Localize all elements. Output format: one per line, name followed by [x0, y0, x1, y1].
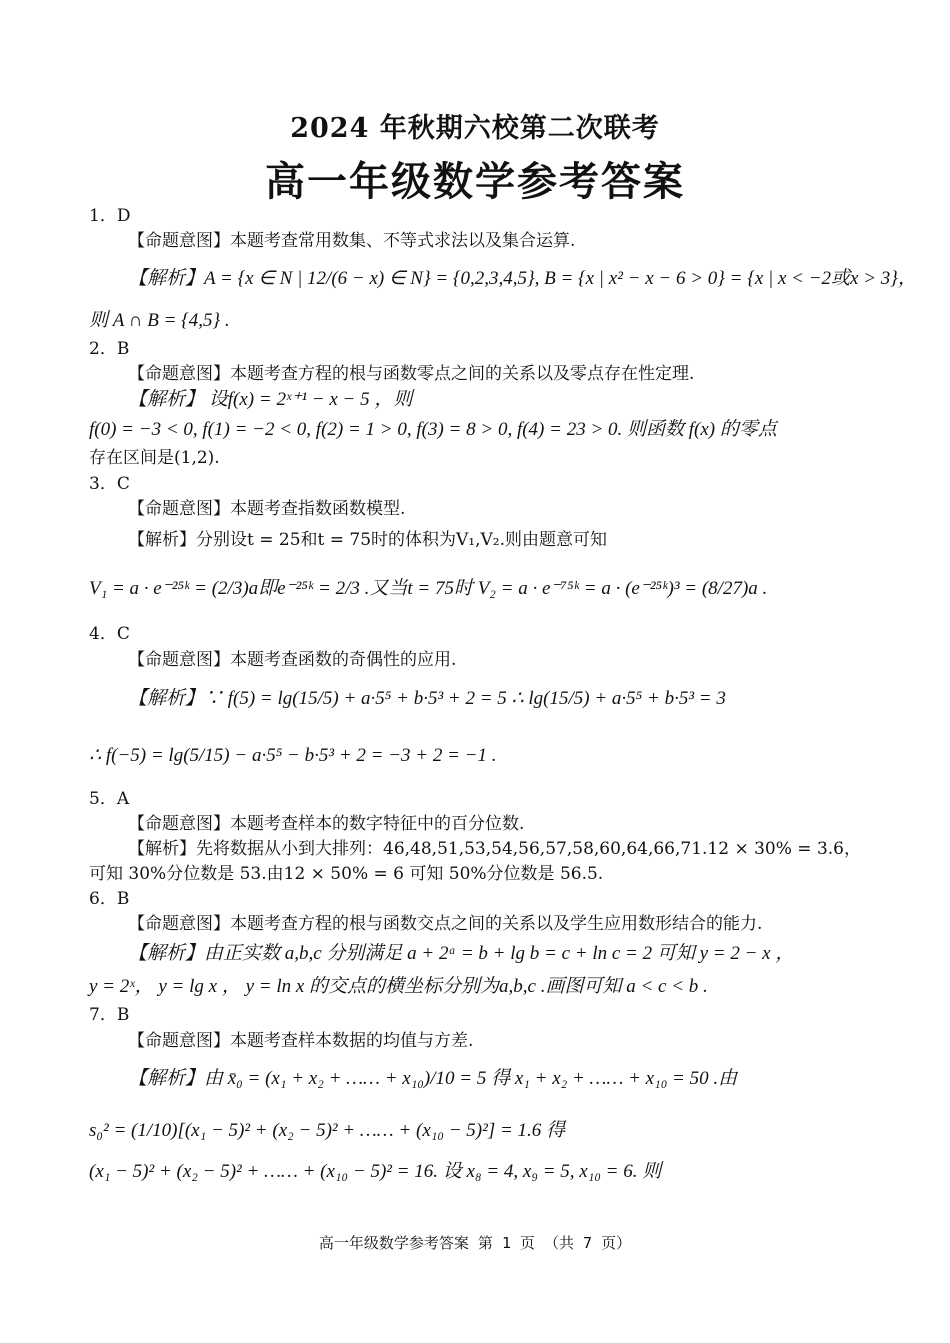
item-5-extra: 可知 30%分位数是 53.由12 × 50% = 6 可知 50%分位数是 56.5.	[89, 864, 604, 884]
item-4-analysis: 【解析】∵ f(5) = lg(15/5) + a·5⁵ + b·5³ + 2 = 5 ∴ lg(15/5) + a·5⁵ + b·5³ = 3	[128, 688, 726, 709]
exam-title: 2024 年秋期六校第二次联考	[290, 113, 660, 144]
item-5-intent: 【命题意图】本题考查样本的数字特征中的百分位数.	[128, 814, 525, 834]
item-3-intent: 【命题意图】本题考查指数函数模型.	[128, 499, 406, 519]
item-3-extra: V₁ = a · e⁻²⁵ᵏ = (2/3)a即e⁻²⁵ᵏ = 2/3 .又当t = 75时 V₂ = a · e⁻⁷⁵ᵏ = a · (e⁻²⁵ᵏ)³ = (8/27)a .	[89, 578, 768, 599]
item-2-extra-1: f(0) = −3 < 0, f(1) = −2 < 0, f(2) = 1 > 0, f(3) = 8 > 0, f(4) = 23 > 0. 则函数 f(x) 的零点	[89, 419, 777, 440]
item-4-number: 4．C	[89, 624, 130, 644]
item-3-number: 3．C	[89, 474, 130, 494]
item-3-analysis: 【解析】分别设t = 25和t = 75时的体积为V₁,V₂.则由题意可知	[128, 530, 608, 550]
item-7-extra-1: s₀² = (1/10)[(x₁ − 5)² + (x₂ − 5)² + …… + (x₁₀ − 5)²] = 1.6 得	[89, 1120, 566, 1141]
item-4-extra: ∴ f(−5) = lg(5/15) − a·5⁵ − b·5³ + 2 = −3 + 2 = −1 .	[89, 745, 497, 766]
item-6-number: 6．B	[89, 889, 130, 909]
item-7-analysis: 【解析】由 x̄₀ = (x₁ + x₂ + …… + x₁₀)/10 = 5 得 x₁ + x₂ + …… + x₁₀ = 50 .由	[128, 1068, 738, 1089]
item-7-number: 7．B	[89, 1005, 130, 1025]
item-5-analysis: 【解析】先将数据从小到大排列：46,48,51,53,54,56,57,58,60,64,66,71.12 × 30% = 3.6，	[128, 839, 861, 859]
item-2-number: 2．B	[89, 339, 130, 359]
item-6-intent: 【命题意图】本题考查方程的根与函数交点之间的关系以及学生应用数形结合的能力.	[128, 914, 763, 934]
item-4-intent: 【命题意图】本题考查函数的奇偶性的应用.	[128, 650, 457, 670]
item-6-extra: y = 2ˣ， y = lg x ， y = ln x 的交点的横坐标分别为a,b,c .画图可知 a < c < b .	[89, 976, 708, 997]
item-1-number: 1．D	[89, 206, 131, 226]
item-6-analysis: 【解析】由正实数 a,b,c 分别满足 a + 2ᵃ = b + lg b = c + ln c = 2 可知 y = 2 − x ，	[128, 943, 795, 964]
item-1-intent: 【命题意图】本题考查常用数集、不等式求法以及集合运算.	[128, 231, 576, 251]
item-1-analysis: 【解析】A = {x ∈ N | 12/(6 − x) ∈ N} = {0,2,3,4,5}, B = {x | x² − x − 6 > 0} = {x | x < −2或x > 3}，	[128, 268, 917, 289]
item-5-number: 5．A	[89, 789, 130, 809]
page-footer: 高一年级数学参考答案 第 1 页 （共 7 页）	[318, 1234, 632, 1252]
item-2-analysis: 【解析】 设f(x) = 2ˣ⁺¹ − x − 5 ，则	[128, 389, 413, 410]
item-7-intent: 【命题意图】本题考查样本数据的均值与方差.	[128, 1031, 474, 1051]
item-2-intent: 【命题意图】本题考查方程的根与函数零点之间的关系以及零点存在性定理.	[128, 364, 695, 384]
document-title: 高一年级数学参考答案	[265, 159, 685, 205]
item-7-extra-2: (x₁ − 5)² + (x₂ − 5)² + …… + (x₁₀ − 5)² = 16. 设 x₈ = 4, x₉ = 5, x₁₀ = 6. 则	[89, 1161, 662, 1182]
item-2-extra-2: 存在区间是(1,2).	[89, 448, 220, 468]
item-1-extra: 则 A ∩ B = {4,5} .	[89, 310, 230, 331]
